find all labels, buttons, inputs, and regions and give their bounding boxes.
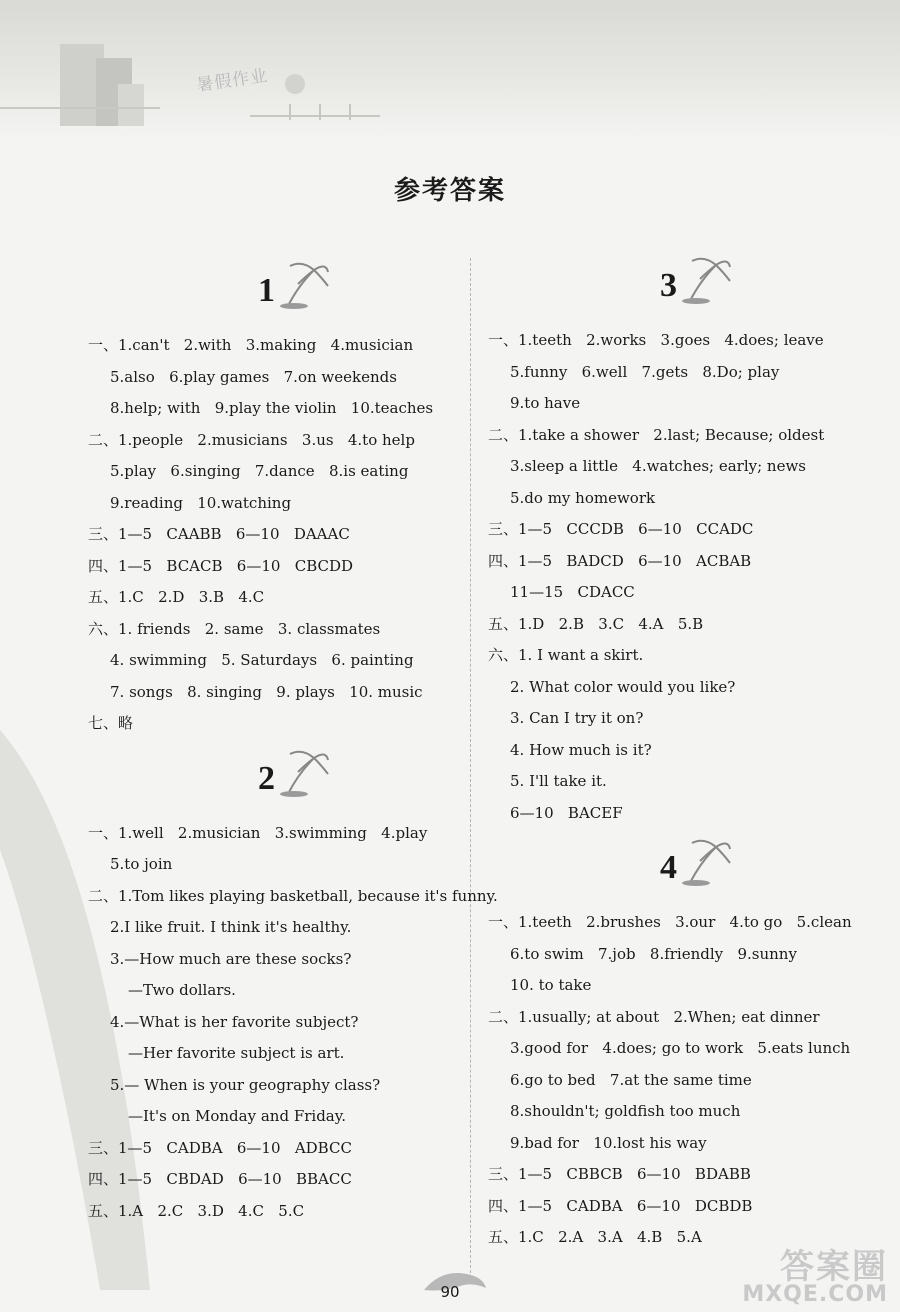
answer-line: 8.help; with 9.play the violin 10.teaches [110, 399, 434, 417]
palm-tree-icon [280, 746, 330, 798]
page-title: 参考答案 [393, 176, 506, 206]
answer-line: 3.sleep a little 4.watches; early; news [510, 457, 807, 475]
header-banner [0, 0, 900, 140]
right-column [488, 265, 860, 1254]
answer-line: 6.to swim 7.job 8.friendly 9.sunny [510, 944, 797, 963]
answer-line: 4. How much is it? [510, 740, 652, 759]
answer-line: 二、1.take a shower 2.last; Because; oldest [488, 425, 825, 444]
answer-line: 3. Can I try it on? [510, 709, 644, 727]
answer-line: 9.bad for 10.lost his way [510, 1133, 707, 1152]
books-illustration [0, 0, 160, 130]
answer-line: 9.reading 10.watching [110, 493, 292, 512]
palm-tree-icon [682, 835, 732, 887]
answer-line: 一、1.can't 2.with 3.making 4.musician [88, 336, 414, 354]
answer-line: 5.funny 6.well 7.gets 8.Do; play [510, 362, 780, 381]
answer-line: 3.good for 4.does; go to work 5.eats lunch [510, 1039, 851, 1057]
answer-line: 三、1—5 CADBA 6—10 ADBCC [88, 1138, 352, 1157]
section-number-4: 4 [488, 847, 860, 903]
answer-line: 9.to have [510, 394, 581, 412]
answer-line: —Two dollars. [128, 981, 236, 999]
answer-line: 2.I like fruit. I think it's healthy. [110, 918, 352, 936]
answer-line: 5. I'll take it. [510, 772, 607, 790]
answer-line: 七、略 [88, 714, 134, 732]
section-number-1: 1 [88, 270, 460, 326]
answer-line: 5.do my homework [510, 488, 656, 507]
answer-line: 一、1.teeth 2.works 3.goes 4.does; leave [488, 331, 824, 349]
answer-line: 4.—What is her favorite subject? [110, 1012, 359, 1031]
answer-line: 四、1—5 BADCD 6—10 ACBAB [488, 551, 752, 570]
answer-line: 四、1—5 CADBA 6—10 DCBDB [488, 1196, 753, 1215]
answer-line: 一、1.teeth 2.brushes 3.our 4.to go 5.clean [488, 913, 852, 931]
answer-line: 五、1.C 2.D 3.B 4.C [88, 588, 265, 606]
answer-line: 四、1—5 BCACB 6—10 CBCDD [88, 556, 354, 575]
answer-line: 6—10 BACEF [510, 803, 623, 822]
answer-line: 8.shouldn't; goldfish too much [510, 1102, 741, 1120]
answer-line: 三、1—5 CAABB 6—10 DAAAC [88, 525, 350, 543]
answer-line: 一、1.well 2.musician 3.swimming 4.play [88, 823, 428, 842]
section-number-2: 2 [88, 758, 460, 814]
answer-line: 6.go to bed 7.at the same time [510, 1070, 752, 1089]
answer-line: 2. What color would you like? [510, 677, 736, 696]
column-divider [470, 258, 471, 1278]
answer-line: 5.also 6.play games 7.on weekends [110, 367, 397, 386]
page-number: 90 [440, 1283, 460, 1301]
answer-line: —Her favorite subject is art. [128, 1044, 345, 1062]
left-column [88, 270, 498, 1227]
answer-line: 3.—How much are these socks? [110, 949, 352, 968]
section-number-3: 3 [488, 265, 860, 321]
fence-tree-illustration [250, 70, 390, 130]
answer-line: 六、1. I want a skirt. [488, 646, 644, 664]
palm-tree-icon [682, 253, 732, 305]
answer-line: 三、1—5 CCCDB 6—10 CCADC [488, 520, 754, 538]
answer-line: —It's on Monday and Friday. [128, 1107, 346, 1125]
answer-line: 10. to take [510, 976, 592, 994]
answer-line: 11—15 CDACC [510, 583, 635, 601]
answer-line: 二、1.usually; at about 2.When; eat dinner [488, 1007, 820, 1026]
answer-line: 五、1.C 2.A 3.A 4.B 5.A [488, 1228, 702, 1246]
answer-line: 4. swimming 5. Saturdays 6. painting [110, 651, 414, 669]
header-label: 暑假作业 [195, 66, 270, 96]
site-watermark: 答案圈 MXQE.COM [742, 1247, 888, 1307]
answer-line: 二、1.people 2.musicians 3.us 4.to help [88, 430, 415, 449]
answer-line: 5.play 6.singing 7.dance 8.is eating [110, 462, 409, 480]
answer-line: 5.— When is your geography class? [110, 1075, 381, 1094]
answer-line: 二、1.Tom likes playing basketball, because it's funny. [88, 886, 498, 905]
answer-line: 五、1.D 2.B 3.C 4.A 5.B [488, 614, 704, 633]
answer-line: 三、1—5 CBBCB 6—10 BDABB [488, 1165, 751, 1183]
answer-line: 六、1. friends 2. same 3. classmates [88, 619, 381, 638]
answer-line: 5.to join [110, 855, 173, 873]
answer-line: 7. songs 8. singing 9. plays 10. music [110, 682, 423, 701]
answer-line: 四、1—5 CBDAD 6—10 BBACC [88, 1170, 352, 1188]
answer-line: 五、1.A 2.C 3.D 4.C 5.C [88, 1201, 305, 1220]
palm-tree-icon [280, 258, 330, 310]
